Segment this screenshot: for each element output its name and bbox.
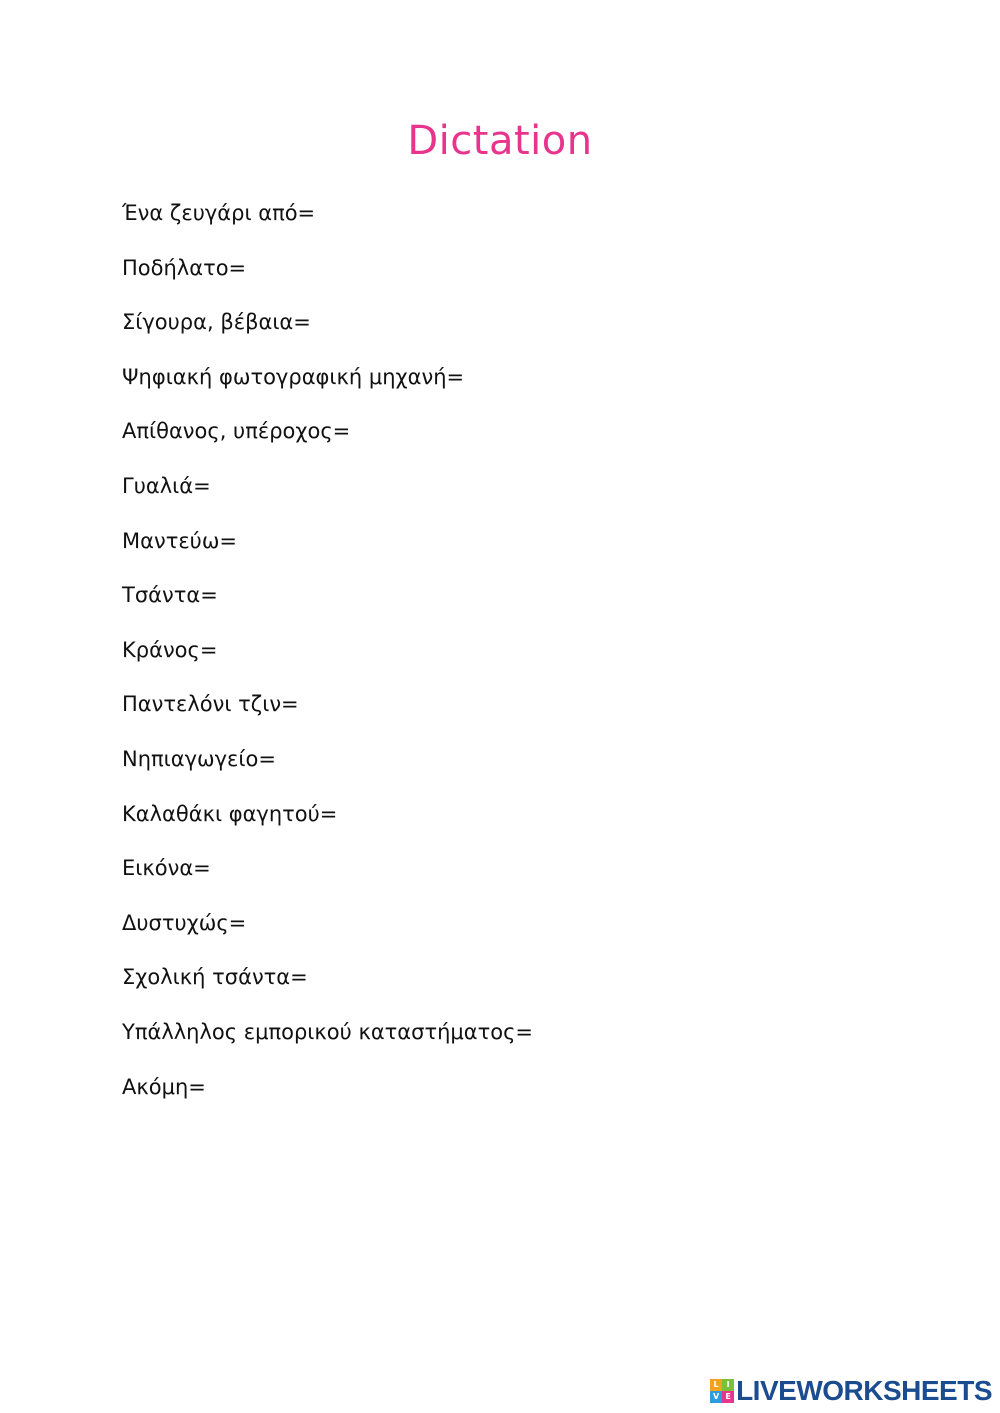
logo-letter: V [710, 1391, 722, 1403]
list-item: Νηπιαγωγείο= [122, 746, 276, 771]
list-item: Ακόμη= [122, 1074, 206, 1099]
list-item: Εικόνα= [122, 856, 211, 881]
list-item: Απίθανος, υπέροχος= [122, 419, 351, 444]
list-item: Μαντεύω= [122, 528, 238, 553]
page-title: Dictation [407, 118, 593, 164]
brand-text: LIVEWORKSHEETS [736, 1375, 992, 1406]
liveworksheets-icon [710, 1379, 734, 1403]
list-item: Ψηφιακή φωτογραφική μηχανή= [122, 364, 465, 389]
list-item: Ποδήλατο= [122, 255, 247, 280]
logo-letter: L [710, 1379, 722, 1391]
list-item: Ένα ζευγάρι από= [122, 201, 316, 225]
list-item: Σχολική τσάντα= [122, 965, 308, 990]
list-item: Δυστυχώς= [122, 910, 247, 935]
list-item: Καλαθάκι φαγητού= [122, 801, 338, 826]
liveworksheets-logo [710, 1375, 992, 1407]
list-item: Τσάντα= [122, 583, 218, 608]
list-item: Υπάλληλος εμπορικού καταστήματος= [122, 1019, 534, 1044]
list-item: Κράνος= [122, 637, 218, 662]
list-item: Σίγουρα, βέβαια= [122, 310, 311, 335]
list-item: Παντελόνι τζιν= [122, 692, 299, 717]
list-item: Γυαλιά= [122, 473, 211, 498]
logo-letter: E [722, 1391, 734, 1403]
dictation-list [122, 196, 533, 1124]
logo-letter: I [722, 1379, 734, 1391]
